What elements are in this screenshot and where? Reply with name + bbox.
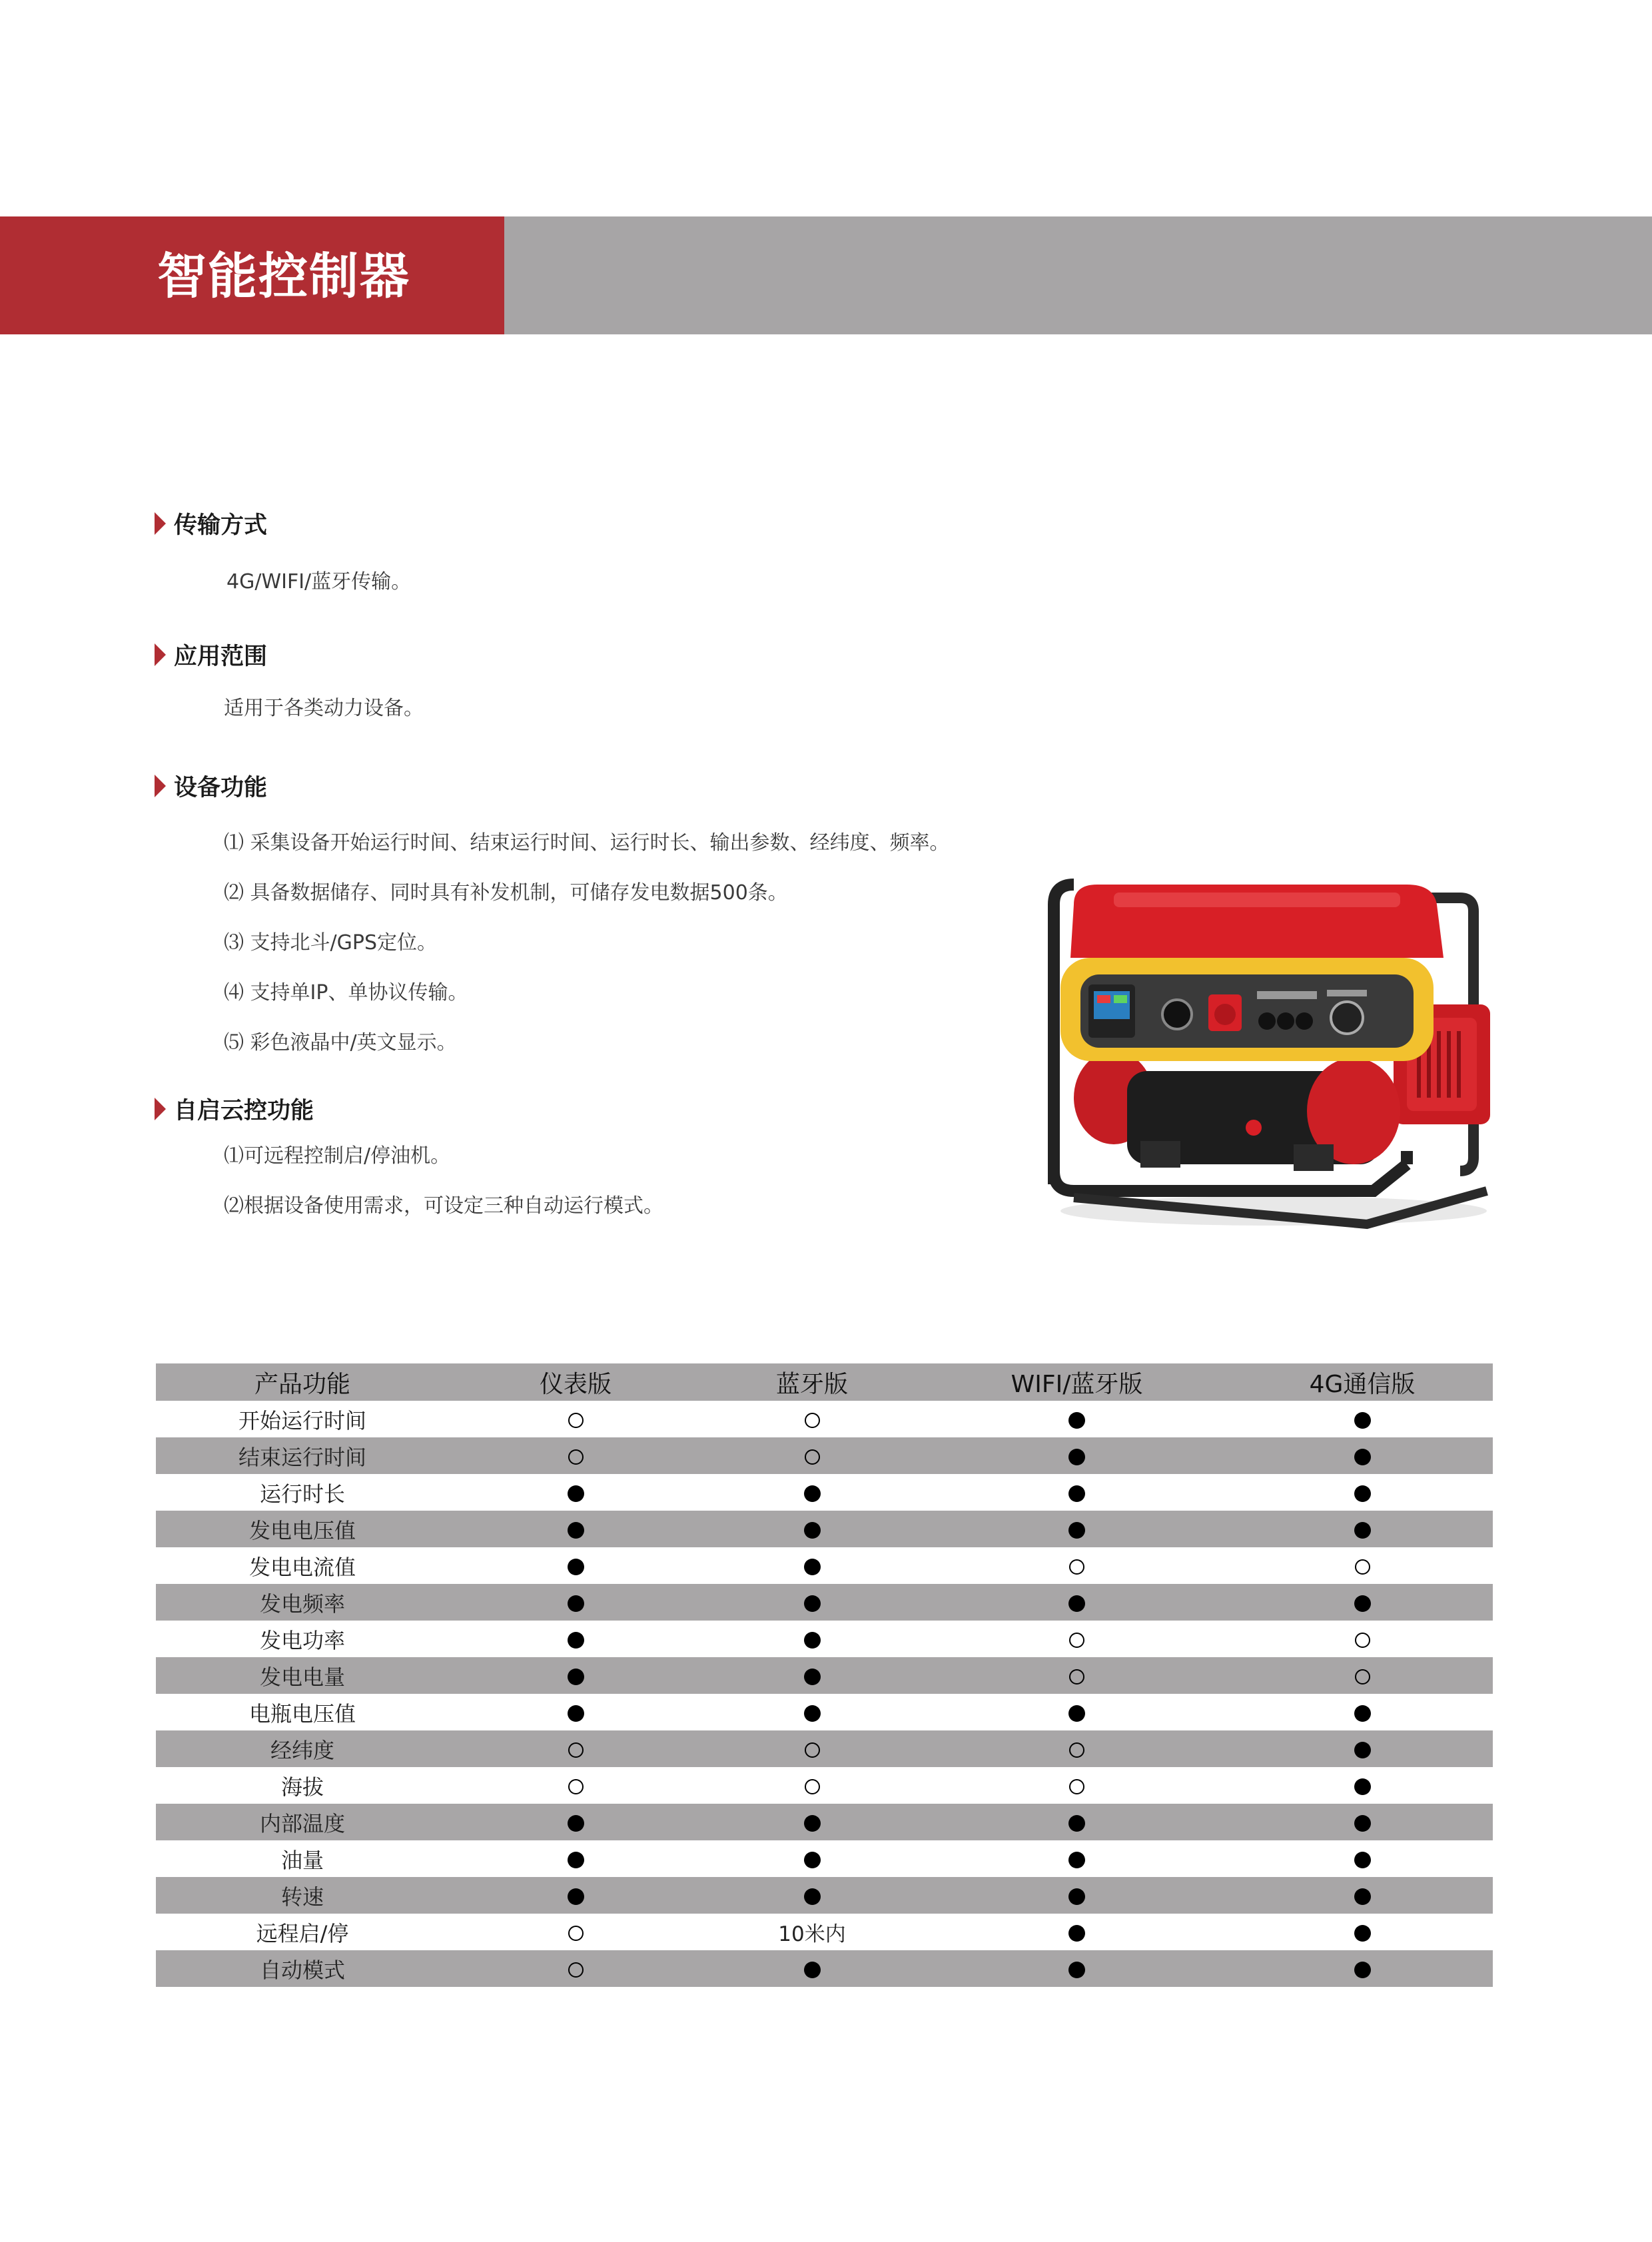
triangle-bullet-icon [155,643,166,666]
empty-circle-icon [568,1962,584,1978]
empty-circle-icon [805,1413,820,1428]
section-line: ⑶ 支持北斗/GPS定位。 [224,931,438,954]
empty-circle-icon [1069,1742,1084,1758]
table-row [156,1950,1493,1987]
empty-circle-icon [568,1779,584,1794]
section-application [155,635,267,675]
table-row [156,1657,1493,1694]
feature-cell: 油量 [280,1847,324,1873]
section-line: 4G/WIFI/蓝牙传输。 [226,570,412,593]
empty-circle-icon [805,1449,820,1465]
filled-circle-icon [1068,1888,1085,1905]
filled-circle-icon [1354,1815,1371,1832]
section-line: ⑵ 具备数据储存、同时具有补发机制，可储存发电数据500条。 [224,881,788,905]
filled-circle-icon [568,1888,584,1905]
feature-comparison-table [156,1363,1493,1987]
feature-cell: 发电电量 [259,1664,345,1690]
filled-circle-icon [1354,1925,1371,1942]
support-cell [922,1657,1232,1694]
support-cell [702,1621,922,1657]
empty-circle-icon [1069,1559,1084,1575]
support-cell [449,1950,702,1987]
support-cell [702,1511,922,1547]
support-cell [702,1950,922,1987]
support-cell [702,1474,922,1511]
filled-circle-icon [568,1632,584,1649]
table-row [156,1767,1493,1804]
filled-circle-icon [1068,1412,1085,1429]
empty-circle-icon [1355,1633,1370,1648]
support-cell [1232,1511,1493,1547]
feature-cell: 海拔 [280,1774,324,1800]
section-line: 适用于各类动力设备。 [224,697,424,720]
support-cell [449,1804,702,1840]
filled-circle-icon [804,1595,821,1612]
support-cell [922,1511,1232,1547]
support-cell [922,1474,1232,1511]
support-cell [449,1547,702,1584]
filled-circle-icon [568,1485,584,1502]
support-cell [922,1730,1232,1767]
feature-cell: 开始运行时间 [238,1407,366,1433]
section-cloud-control [155,1089,314,1129]
filled-circle-icon [804,1852,821,1868]
filled-circle-icon [1354,1412,1371,1429]
filled-circle-icon [804,1962,821,1978]
filled-circle-icon [1068,1962,1085,1978]
filled-circle-icon [1354,1449,1371,1465]
header-cell: 4G通信版 [1309,1370,1416,1398]
feature-cell: 结束运行时间 [238,1444,366,1470]
support-cell [1232,1584,1493,1621]
feature-cell: 发电功率 [259,1627,345,1653]
support-cell [1232,1840,1493,1877]
generator-illustration [1034,878,1500,1238]
feature-cell: 远程启/停 [256,1920,349,1946]
section-line: ⑴可远程控制启/停油机。 [224,1144,451,1168]
support-cell [1232,1877,1493,1914]
filled-circle-icon [1068,1449,1085,1465]
support-cell [1232,1950,1493,1987]
empty-circle-icon [1069,1633,1084,1648]
filled-circle-icon [1354,1705,1371,1722]
filled-circle-icon [1068,1925,1085,1942]
filled-circle-icon [568,1559,584,1575]
support-cell [702,1840,922,1877]
filled-circle-icon [1068,1852,1085,1868]
support-cell [922,1621,1232,1657]
section-line: ⑸ 彩色液晶中/英文显示。 [224,1031,457,1054]
header-cell: 产品功能 [254,1370,350,1398]
triangle-bullet-icon [155,512,166,535]
support-cell [702,1877,922,1914]
filled-circle-icon [568,1669,584,1685]
support-cell [702,1730,922,1767]
support-cell [449,1694,702,1730]
page-title: 智能控制器 [157,248,410,305]
filled-circle-icon [568,1815,584,1832]
support-cell [1232,1657,1493,1694]
table-row [156,1584,1493,1621]
cell-text: 10米内 [778,1922,846,1946]
support-cell [1232,1694,1493,1730]
feature-cell: 内部温度 [259,1810,345,1836]
feature-cell: 运行时长 [259,1481,345,1507]
support-cell [449,1730,702,1767]
support-cell [922,1804,1232,1840]
filled-circle-icon [1354,1595,1371,1612]
feature-cell: 发电电压值 [248,1517,356,1543]
support-cell [449,1511,702,1547]
table-row [156,1694,1493,1730]
support-cell [449,1840,702,1877]
support-cell [1232,1547,1493,1584]
filled-circle-icon [804,1888,821,1905]
filled-circle-icon [1068,1595,1085,1612]
filled-circle-icon [1354,1485,1371,1502]
filled-circle-icon [1354,1742,1371,1758]
section-title: 应用范围 [174,643,268,670]
table-row [156,1437,1493,1474]
filled-circle-icon [1354,1852,1371,1868]
filled-circle-icon [804,1632,821,1649]
section-line: ⑵根据设备使用需求，可设定三种自动运行模式。 [224,1194,663,1218]
support-cell [449,1621,702,1657]
support-cell [449,1584,702,1621]
feature-cell: 转速 [280,1884,324,1910]
support-cell [449,1767,702,1804]
support-cell [702,1584,922,1621]
empty-circle-icon [568,1413,584,1428]
feature-cell: 发电电流值 [248,1554,356,1580]
filled-circle-icon [804,1705,821,1722]
section-device-functions [155,766,267,806]
support-cell [449,1914,702,1950]
triangle-bullet-icon [155,775,166,797]
support-cell [449,1474,702,1511]
support-cell [449,1657,702,1694]
support-cell [449,1437,702,1474]
header-cell: WIFI/蓝牙版 [1011,1370,1143,1398]
table-header-row [156,1363,1493,1401]
section-title: 自启云控功能 [174,1098,314,1124]
empty-circle-icon [568,1926,584,1941]
empty-circle-icon [1355,1559,1370,1575]
table-row [156,1621,1493,1657]
support-cell [1232,1730,1493,1767]
feature-cell: 电瓶电压值 [248,1700,356,1726]
support-cell [702,1437,922,1474]
support-cell [922,1950,1232,1987]
empty-circle-icon [568,1449,584,1465]
empty-circle-icon [568,1742,584,1758]
empty-circle-icon [805,1779,820,1794]
support-cell [922,1767,1232,1804]
filled-circle-icon [804,1559,821,1575]
support-cell [1232,1437,1493,1474]
support-cell [922,1840,1232,1877]
feature-cell: 自动模式 [259,1957,345,1983]
support-cell [702,1401,922,1437]
table-row [156,1474,1493,1511]
table-row [156,1401,1493,1437]
support-cell-text [702,1914,922,1950]
support-cell [922,1547,1232,1584]
filled-circle-icon [804,1815,821,1832]
filled-circle-icon [1068,1485,1085,1502]
support-cell [922,1584,1232,1621]
support-cell [449,1877,702,1914]
support-cell [1232,1474,1493,1511]
empty-circle-icon [805,1742,820,1758]
support-cell [922,1401,1232,1437]
table-row [156,1511,1493,1547]
table-row [156,1730,1493,1767]
filled-circle-icon [1354,1962,1371,1978]
section-line: ⑴ 采集设备开始运行时间、结束运行时间、运行时长、输出参数、经纬度、频率。 [224,831,950,855]
table-row [156,1877,1493,1914]
empty-circle-icon [1069,1669,1084,1684]
feature-cell: 经纬度 [270,1737,334,1763]
support-cell [1232,1621,1493,1657]
table-body [156,1401,1493,1987]
support-cell [1232,1914,1493,1950]
filled-circle-icon [1068,1705,1085,1722]
filled-circle-icon [568,1595,584,1612]
filled-circle-icon [568,1705,584,1722]
filled-circle-icon [804,1522,821,1539]
support-cell [1232,1767,1493,1804]
support-cell [922,1437,1232,1474]
support-cell [702,1657,922,1694]
filled-circle-icon [804,1485,821,1502]
empty-circle-icon [1069,1779,1084,1794]
support-cell [702,1804,922,1840]
triangle-bullet-icon [155,1098,166,1120]
support-cell [1232,1804,1493,1840]
section-title: 设备功能 [174,775,268,801]
header-cell: 蓝牙版 [775,1370,848,1398]
filled-circle-icon [1068,1815,1085,1832]
support-cell [702,1694,922,1730]
support-cell [1232,1401,1493,1437]
table-row [156,1840,1493,1877]
support-cell [702,1547,922,1584]
support-cell [922,1877,1232,1914]
header-cell: 仪表版 [539,1370,612,1398]
filled-circle-icon [1354,1778,1371,1795]
support-cell [702,1767,922,1804]
filled-circle-icon [804,1669,821,1685]
empty-circle-icon [1355,1669,1370,1684]
support-cell [449,1401,702,1437]
filled-circle-icon [1354,1522,1371,1539]
feature-cell: 发电频率 [259,1591,345,1617]
table-row [156,1914,1493,1950]
filled-circle-icon [568,1522,584,1539]
support-cell [922,1694,1232,1730]
table-row [156,1804,1493,1840]
filled-circle-icon [568,1852,584,1868]
section-title: 传输方式 [174,512,268,539]
filled-circle-icon [1354,1888,1371,1905]
section-line: ⑷ 支持单IP、单协议传输。 [224,981,468,1004]
section-transmission [155,504,267,544]
table-row [156,1547,1493,1584]
support-cell [922,1914,1232,1950]
filled-circle-icon [1068,1522,1085,1539]
